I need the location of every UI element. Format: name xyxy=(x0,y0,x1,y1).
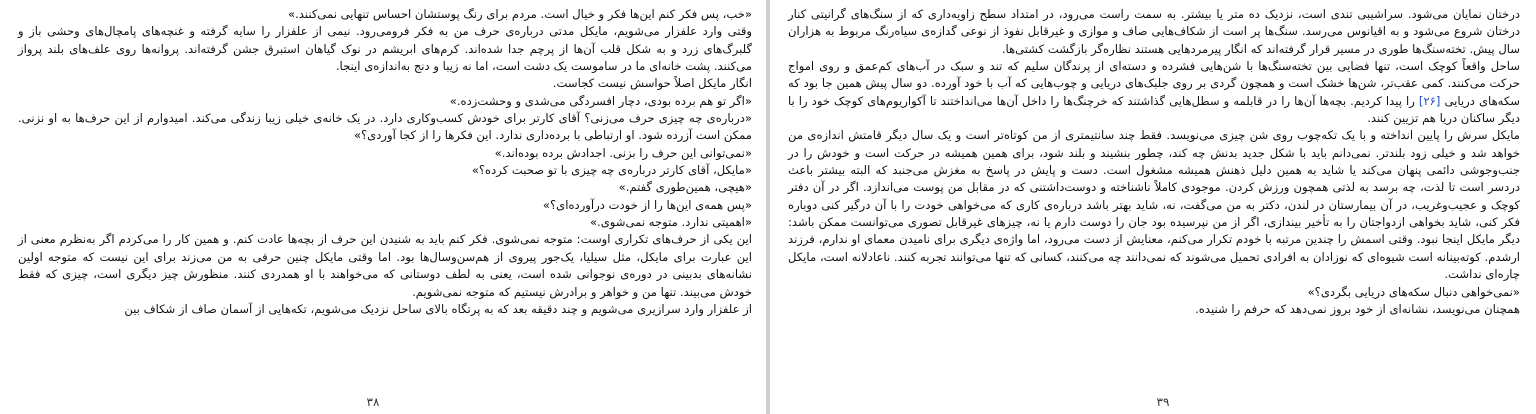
paragraph: «اگر تو هم برده بودی، دچار افسردگی می‌شدی و وحشت‌زده.» xyxy=(449,93,752,108)
paragraph: وقتی وارد علفزار می‌شویم، مایکل مدتی درباره‌ی حرف من به فکر فرومی‌رود. نیمی از علفزار را سایه گرفته و غنچه‌های پامچال‌های وحشی باز و گلبرگ‌های زرد و به شکل قلب آن‌ها از پرچم جدا شده‌اند. کرم‌های ابریشم در نوک گیاهان استبرق جشن گرفته‌اند. پروانه‌ها روی علف‌های بلند پرواز می‌کنند. پشت خانه‌ای ما در سامو‌ست یک دشت است، اما نه زیبا و دنج به‌اندازه‌ی اینجا. xyxy=(18,24,752,74)
right-page xyxy=(770,0,1536,414)
page-number: ۳۹ xyxy=(1156,395,1170,409)
right-page-text xyxy=(788,6,1520,318)
paragraph: «مایکل، آقای کارتر درباره‌ی چه چیزی با تو صحبت کرده؟» xyxy=(471,163,752,178)
paragraph: از علفزار وارد سرازیری می‌شویم و چند دقیقه بعد که به پرتگاه بالای ساحل نزدیک می‌شویم، تکه‌هایی از آسمان صاف از شکاف بین xyxy=(124,301,752,316)
left-page xyxy=(0,0,766,414)
paragraph: «اهمیتی ندارد. متوجه نمی‌شوی.» xyxy=(589,215,752,230)
paragraph: مایکل سرش را پایین انداخته و با یک تکه‌چوب روی شن چیزی می‌نویسد. فقط چند سانتیمتری از من کوتاه‌تر است و یک سال دیگر قامتش اندازه‌ی من خواهد شد و خیلی زود بلندتر. نمی‌دانم باید با شکل جدید بدنش چه کند، چطور بنشیند و بلند شود، برای همین همیشه در حرکت است و خودش را در جنب‌وجوشی دائمی پنهان می‌کند یا شاید به همین دلیل ذهنش همیشه مشغول است. دست و پایش در پاسخ به مغزش می‌جنبد که البته بیشتر باعث دردسر است تا لذت، چه برسد به لذتی همچون ورزش کردن. موجودی کاملاً ناشناخته و دوست‌داشتنی که در مقابل من پوست می‌اندازد. اگر در آن دفتر کوچک و عجیب‌وغریب، در آن بیمارستان در لندن، دکتر به من می‌گفت، نه، شاید بهتر باشد درباره‌ی کاری که می‌خواهی خودت را با آن درگیر کنی دوباره فکر کنی، شاید بخواهی ازدواجتان را به تأخیر بیندازی، اگر از من نپرسیده بود جان را دوست دارم یا نه، چیزهای غیرقابل تصوری می‌توانست ممکن باشد: دیگر مایکل اینجا نبود. وقتی اسمش را چندین مرتبه با خودم تکرار می‌کنم، معنایش از دست می‌رود، اما واژه‌ی دیگری برای نامیدن معمای او ندارم، فرزند ارشدم. کوته‌بینانه است شیوه‌ای که نوزادان به افرادی تحمیل می‌شوند که نمی‌دانند چه می‌کنند، کسانی که تنها می‌توانند تجربه کنند. ناعادلانه است، مایکل چاره‌ای نداشت. xyxy=(788,128,1520,282)
paragraph: «نمی‌توانی این حرف را بزنی. اجدادش برده بوده‌اند.» xyxy=(494,145,752,160)
left-page-text xyxy=(18,6,752,318)
paragraph: همچنان می‌نویسد، نشانه‌ای از خود بروز نمی‌دهد که حرفم را شنیده. xyxy=(1195,301,1520,316)
paragraph-part: را پیدا کردیم. بچه‌ها آن‌ها را در قابلمه و سطل‌هایی گذاشتند که خرچنگ‌ها را داخل آن‌ها می‌انداختند تا آکواریوم‌های کوچک خود را با دیگر ساکنان دریا هم تزیین کنند. xyxy=(788,93,1520,126)
footnote-link[interactable]: [۲۶] xyxy=(1418,93,1441,108)
paragraph-part: ساحل واقعاً کوچک است، تنها فضایی بین تخته‌سنگ‌ها با شن‌هایی فشرده و دسته‌ای از پرندگان سلیم که تند و سبک در آب‌های کم‌عمق و روی امواج حرکت می‌کنند. کمی عقب‌تر، شن‌ها خشک است و همچون گردی بر روی جلبک‌های دریایی و چوب‌هایی که آب با خود آورده. دو سال پیش همین جا بود که سکه‌های دریایی xyxy=(788,59,1521,108)
paragraph: «نمی‌خواهی دنبال سکه‌های دریایی بگردی؟» xyxy=(1307,284,1520,299)
paragraph: درختان نمایان می‌شود. سراشیبی تندی است، نزدیک ده متر یا بیشتر. به سمت راست می‌رود، در امتداد سطح زاویه‌داری که از سنگ‌های گرانیتی کنار درختان شروع می‌شود و به اقیانوس می‌رسد. سنگ‌ها پر است از شکاف‌هایی صاف و موازی و غیرقابل نفوذ از نوعی گدازه‌ی سیاه‌رنگ مربوط به هزاران سال پیش. تخته‌سنگ‌ها طوری در مسیر قرار گرفته‌اند که انگار پیرمردهایی هستند نظاره‌گر بازگشت کشتی‌ها. xyxy=(788,7,1520,56)
page-number: ۳۸ xyxy=(366,395,380,409)
paragraph: «هیچی، همین‌طوری گفتم.» xyxy=(618,180,752,195)
paragraph: «پس همه‌ی این‌ها را از خودت درآورده‌ای؟» xyxy=(542,197,752,212)
paragraph: انگار مایکل اصلاً حواسش نیست کجاست. xyxy=(552,76,752,91)
paragraph: این یکی از حرف‌های تکراری اوست: متوجه نمی‌شوی. فکر کنم باید به شنیدن این حرف از بچه‌ها عادت کنم. و همین کار را می‌کردم اگر به‌نظرم معنی از این عبارت برای مایکل، مثل سیلیا، یک‌جور پیروی از هم‌سن‌وسال‌ها بود. اما وقتی مایکل چنین حرفی به من می‌زند برای این نیست که متوجه اولین نشانه‌های بدبینی در دوره‌ی نوجوانی شده است، یعنی به لطف دوستانی که می‌خواهند با او همدردی کنند. منظورش چیز دیگری است، چیزی که فقط خودش می‌بیند. تنها من و خواهر و برادرش نیستیم که متوجه نمی‌شویم. xyxy=(18,232,752,299)
paragraph: «درباره‌ی چه چیزی حرف می‌زنی؟ آقای کارتر برای خودش کسب‌وکاری دارد. در یک خانه‌ی خیلی زیبا زندگی می‌کند. امیدوارم از این حرف‌ها به او نزنی. ممکن است آزرده شود. او ارتباطی با برده‌داری ندارد. این فکرها را از کجا آوردی؟» xyxy=(18,111,752,143)
paragraph: «خب، پس فکر کنم این‌ها فکر و خیال است. مردم برای رنگ پوستشان احساس تنهایی نمی‌کنند.» xyxy=(287,7,752,21)
paragraph xyxy=(788,58,1520,127)
